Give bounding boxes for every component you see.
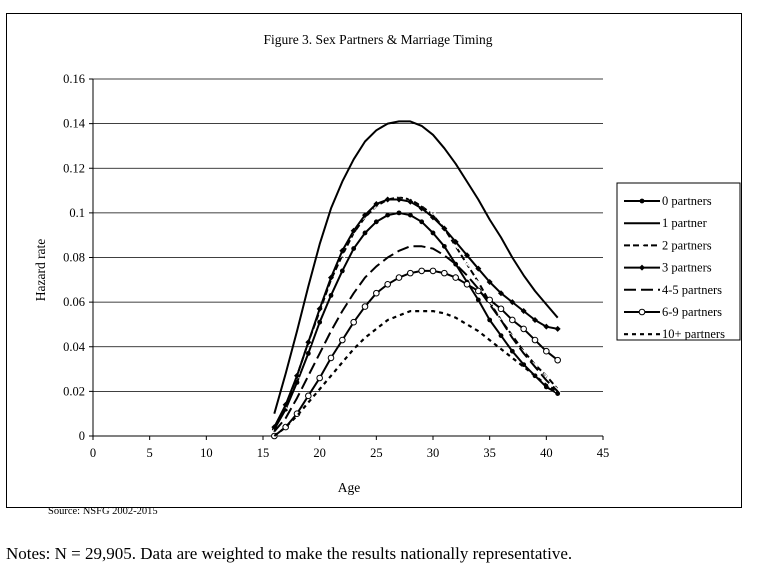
x-tick-label: 10 xyxy=(200,446,213,460)
source-note: Source: NSFG 2002-2015 xyxy=(48,506,158,517)
y-tick-label: 0.16 xyxy=(63,72,85,86)
series-marker xyxy=(397,210,402,215)
y-tick-label: 0 xyxy=(78,429,85,443)
x-tick-label: 5 xyxy=(146,446,153,460)
series-marker xyxy=(532,337,538,343)
series-marker xyxy=(363,231,368,236)
series-marker xyxy=(408,270,414,276)
series-marker xyxy=(510,349,515,354)
y-tick-label: 0.04 xyxy=(63,339,85,354)
series-marker xyxy=(487,318,492,323)
series-marker xyxy=(317,375,323,381)
series-marker xyxy=(329,293,334,298)
series-marker xyxy=(306,351,311,356)
series-marker xyxy=(317,320,322,325)
series-marker xyxy=(464,281,470,287)
series-marker xyxy=(510,317,516,323)
series-marker xyxy=(640,199,645,204)
x-tick-label: 20 xyxy=(313,446,326,460)
x-tick-label: 40 xyxy=(540,446,553,460)
legend-label: 1 partner xyxy=(662,216,707,231)
series-marker xyxy=(442,244,447,249)
series-marker xyxy=(419,219,424,224)
x-tick-label: 25 xyxy=(370,446,383,460)
series-marker xyxy=(639,309,645,315)
series-marker xyxy=(385,213,390,218)
notes-text: Notes: N = 29,905. Data are weighted to make the results nationally representative. xyxy=(6,544,573,563)
legend-label: 6-9 partners xyxy=(662,305,723,319)
series-line xyxy=(274,121,557,413)
series-marker xyxy=(396,275,402,281)
y-tick-label: 0.02 xyxy=(63,384,85,399)
x-tick-label: 0 xyxy=(89,446,97,460)
series-marker xyxy=(385,281,391,287)
series-marker xyxy=(306,393,312,399)
series-marker xyxy=(419,268,425,274)
x-axis-label: Age xyxy=(337,480,361,495)
series-2-partners xyxy=(272,195,560,432)
series-marker xyxy=(340,268,345,273)
series-marker xyxy=(499,333,504,338)
series-marker xyxy=(476,288,482,294)
x-tick-label: 45 xyxy=(596,446,610,460)
series-marker xyxy=(442,270,448,276)
x-tick-label: 15 xyxy=(256,446,270,460)
legend xyxy=(617,183,740,341)
series-marker xyxy=(521,326,527,332)
series-marker xyxy=(340,337,346,343)
y-tick-label: 0.1 xyxy=(69,205,85,220)
legend-label: 10+ partners xyxy=(662,327,725,342)
series-marker xyxy=(328,355,334,361)
series-marker xyxy=(374,290,380,296)
x-tick-label: 35 xyxy=(483,446,496,460)
series-marker xyxy=(476,297,481,302)
series-line xyxy=(274,197,557,429)
series-marker xyxy=(374,219,379,224)
legend-label: 4-5 partners xyxy=(662,282,723,297)
series-marker xyxy=(555,357,561,363)
series-marker xyxy=(408,213,413,218)
legend-label: 0 partners xyxy=(662,194,712,208)
series-marker xyxy=(431,231,436,236)
series-marker xyxy=(362,304,368,310)
chart xyxy=(7,14,743,509)
series-marker xyxy=(351,319,357,325)
series-line xyxy=(274,200,557,428)
y-tick-label: 0.08 xyxy=(63,250,85,265)
series-marker xyxy=(555,391,560,396)
legend-label: 2 partners xyxy=(662,238,712,253)
chart-frame xyxy=(6,13,742,517)
series-marker xyxy=(498,306,504,312)
y-tick-label: 0.06 xyxy=(63,295,85,310)
series-marker xyxy=(544,348,550,354)
series-1-partner xyxy=(274,121,557,413)
series-marker xyxy=(487,297,493,303)
series-marker xyxy=(453,275,459,281)
chart-title: Figure 3. Sex Partners & Marriage Timing xyxy=(263,32,493,47)
y-tick-label: 0.12 xyxy=(63,161,85,176)
gridlines xyxy=(93,79,603,391)
series-marker xyxy=(555,326,561,332)
series-marker xyxy=(351,246,356,251)
legend-label: 3 partners xyxy=(662,260,712,275)
x-tick-label: 30 xyxy=(426,446,440,460)
series-6-9-partners xyxy=(272,268,561,439)
series-marker xyxy=(430,268,436,274)
y-axis-label: Hazard rate xyxy=(33,238,48,302)
y-tick-label: 0.14 xyxy=(63,116,85,131)
